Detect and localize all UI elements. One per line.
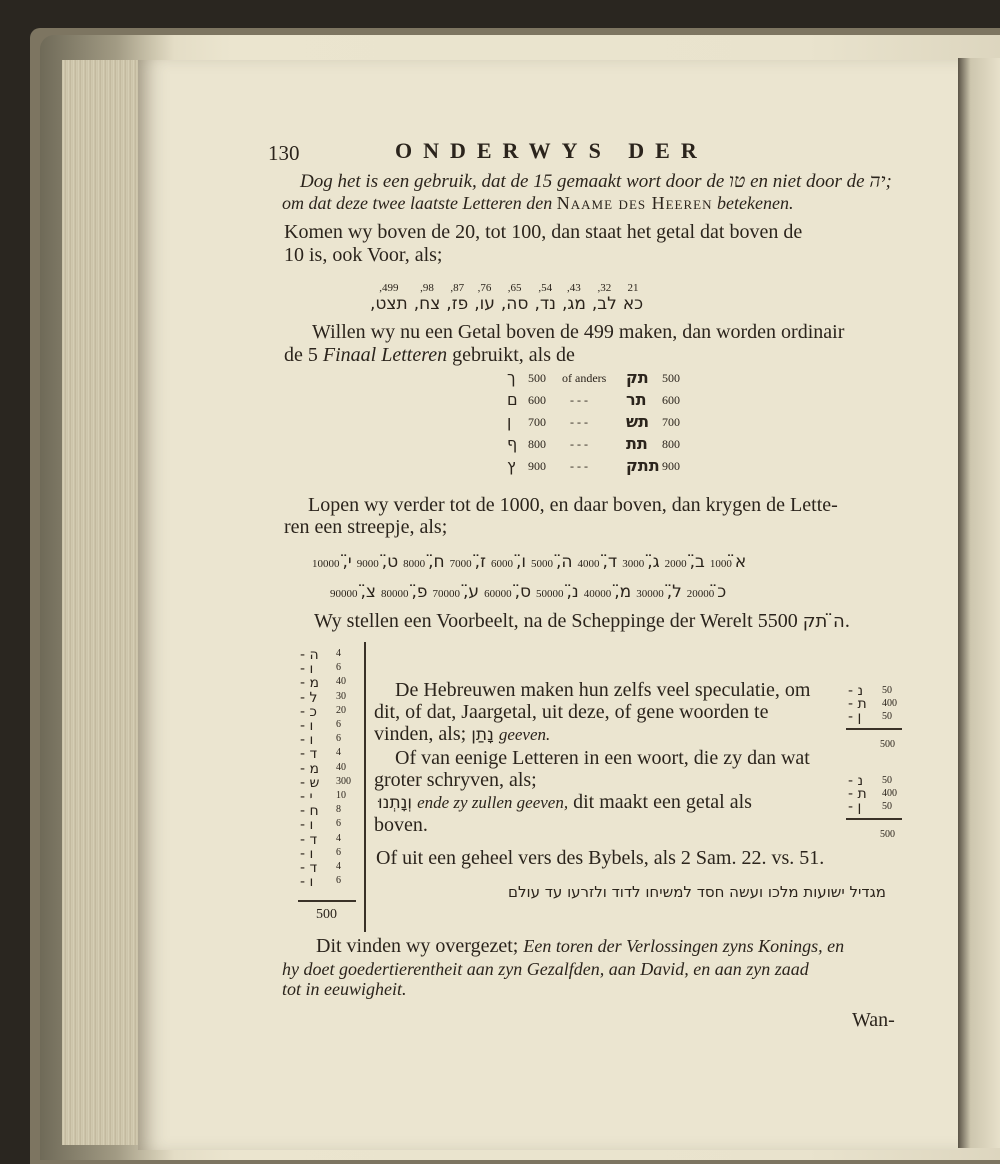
thousand-number: 50000 [536,588,564,600]
tally-value: 50 [882,685,892,696]
tally-value: 400 [882,788,897,799]
final-alt-value: 900 [662,459,680,473]
tens-number: 54, [538,282,553,294]
tally-rule [846,728,902,730]
thousand-item [491,552,526,572]
tally-letter: ת - [848,786,867,802]
middle-line-6 [378,792,752,812]
tally-letter: ן - [848,709,862,725]
thousand-number: 1000 [709,558,732,570]
tally-value: 4 [336,861,341,872]
tally-value: 6 [336,733,341,745]
thousand-hebrew: י̈, [342,552,352,572]
tally-value: 4 [336,832,341,844]
thousand-item [687,582,727,602]
tally-letter: ו - [300,817,314,834]
tally-value: 6 [336,719,341,730]
final-alt-value: 600 [662,393,680,407]
tens-hebrew: מג, [561,294,586,314]
tens-item [592,282,617,314]
tally-value: 400 [882,698,897,709]
thousand-item [665,552,705,572]
intro-line-1: Dog het is een gebruik, dat de 15 gemaakt wort door de טו en niet door de יה; [300,171,892,192]
final-letter: ן [507,412,512,431]
tally-value: 10 [336,790,346,801]
tally-value: 6 [336,662,341,674]
closing-line-1-italic: Een toren der Verlossingen zyns Konings, en [523,936,845,956]
thousand-item [403,552,445,572]
thousand-hebrew: ז̈, [474,552,486,572]
final-alt: תת [626,434,648,453]
final-alt: תש [626,412,650,431]
tally-letter: ד - [300,831,318,848]
middle-line-5: groter schryven, als; [374,769,537,791]
tally-value: 6 [336,875,341,887]
ditto-marks: - - - [570,437,588,451]
thousand-number: 3000 [622,558,645,570]
middle-line-4: Of van eenige Letteren in een woort, die zy dan wat [395,747,810,769]
final-alt-value: 700 [662,415,680,429]
middle-line-6-italic: ende zy zullen geeven, [417,793,569,812]
tens-number: 76, [477,282,492,294]
thousand-hebrew: ט̈, [381,552,399,572]
tally-value: 40 [336,761,346,773]
thousand-number: 90000 [330,588,358,600]
thousand-item [312,552,352,572]
tally-letter: מ - [300,760,320,777]
page-number: 130 [268,141,300,165]
final-value: 800 [528,437,546,451]
thousand-number: 2000 [664,558,687,570]
tally-letter: ה - [300,647,319,663]
tens-number: 43, [567,282,581,294]
left-tally-rule [298,900,356,902]
final-value: 600 [528,393,546,407]
thousand-item [531,552,573,572]
final-value: 700 [528,415,546,429]
ditto-marks: - - - [570,393,588,407]
thousand-item [636,582,682,602]
tens-hebrew: כא [622,294,644,314]
thousands-row-2 [330,582,726,602]
tens-item [474,282,495,314]
intro-divine-name: Naame des Heeren [556,193,713,213]
thousand-hebrew: ע̈, [463,582,480,602]
thousand-number: 5000 [531,558,554,570]
anders-label: of anders [562,371,607,385]
running-title: ONDERWYS DER [395,138,708,163]
thousand-hebrew: צ̈, [360,582,376,602]
thousand-number: 40000 [583,588,612,600]
thousands-row-1 [312,552,746,572]
thousand-hebrew: ד̈, [602,552,618,572]
thousand-item [450,552,486,572]
closing-line-1-a: Dit vinden wy overgezet; [316,935,519,957]
tens-hebrew: עו, [474,294,495,314]
tally-letter: ו - [300,661,314,678]
tally-value: 20 [336,704,346,716]
final-line-2-b: gebruikt, als de [452,344,575,366]
intro-line-2 [282,194,793,212]
tally-divider [364,642,366,932]
tens-hebrew: פז, [446,294,469,314]
final-alt: תר [626,390,647,409]
tally-letter: נ - [848,773,864,789]
middle-line-3-hebrew: נָתַן [471,725,494,745]
thousand-number: 80000 [381,588,409,600]
tally-value: 30 [336,690,346,702]
thousand-hebrew: מ̈, [614,582,632,602]
thousand-hebrew: ג̈, [647,552,660,572]
thousand-item [484,582,531,602]
tally-value: 6 [336,818,341,830]
thousand-hebrew: פ̈, [411,582,428,602]
tens-item [534,282,556,314]
intro-line-2-a: om dat deze twee laatste Letteren den [282,193,553,213]
example-hebrew-year: ה̈ תק [802,611,845,632]
middle-line-6-b: dit maakt een getal als [573,791,752,813]
catchword: Wan- [852,1009,895,1031]
final-value: 500 [528,371,546,385]
thousand-number: 10000 [312,558,340,570]
final-value: 900 [528,459,546,473]
thousand-hebrew: ס̈, [514,582,532,602]
tally-letter: י - [300,789,313,805]
ditto-marks: - - - [570,459,588,473]
left-tally-total: 500 [316,907,337,922]
tens-line-2: 10 is, ook Voor, als; [284,244,443,266]
final-alt: תק [626,368,649,387]
tally-letter: ד - [300,746,318,763]
thousand-number: 60000 [484,588,512,600]
thousand-hebrew: נ̈, [566,582,579,602]
middle-line-3 [374,724,550,744]
final-letter: ם [507,390,518,409]
tally-value: 4 [336,747,341,759]
tally-letter: ת - [848,696,867,712]
middle-line-1: De Hebreuwen maken hun zelfs veel speculatie, om [395,679,811,701]
thousand-number: 30000 [636,588,664,600]
tally-value: 4 [336,648,341,659]
final-letter: ך [507,368,516,387]
thousand-hebrew: ו̈, [515,552,527,572]
tally-letter: מ - [300,675,320,692]
thousand-number: 20000 [686,588,715,600]
tens-hebrew: לב, [591,294,617,314]
tens-hebrew: נד, [534,294,556,314]
tens-item [414,282,441,314]
example-year: 5500. [757,610,850,632]
tens-number: 499, [379,282,399,294]
tally-letter: ו - [300,732,314,749]
final-line-2-italic: Finaal Letteren [322,344,448,366]
final-alt: תתק [626,456,660,475]
thousand-item [622,552,659,572]
thousand-hebrew: ה̈, [556,552,573,572]
middle-line-7: boven. [374,814,428,836]
thousand-number: 4000 [577,558,600,570]
tens-item [501,282,529,314]
thousand-item [330,582,376,602]
tens-item [370,282,408,314]
tens-item [446,282,468,314]
tally-value: 50 [882,775,892,786]
thousand-number: 7000 [449,558,472,570]
tally-rule [846,818,902,820]
thousand-item [536,582,579,602]
tally-letter: נ - [848,683,864,699]
middle-line-3-a: vinden, als; [374,723,467,745]
tally-letter: ל - [300,689,318,706]
thousand-item [357,552,398,572]
middle-line-8: Of uit een geheel vers des Bybels, als 2 Sam. 22. vs. 51. [376,847,825,869]
tens-number: 32, [597,282,612,294]
thousand-number: 9000 [356,558,379,570]
thousands-line-1: Lopen wy verder tot de 1000, en daar boven, dan krygen de Lette- [308,494,838,516]
closing-line-2: hy doet goedertierentheit aan zyn Gezalfden, aan David, en aan zyn zaad [282,959,809,979]
tens-hebrew: תצט, [370,294,408,314]
tally-total: 500 [880,739,895,750]
tally-value: 50 [882,801,892,812]
tens-examples-row [370,282,643,314]
thousand-item [381,582,428,602]
example-line [314,611,850,631]
final-letter: ץ [507,456,516,475]
ditto-marks: - - - [570,415,588,429]
final-line-2 [284,345,575,365]
tally-value: 300 [336,775,351,787]
thousands-line-2: ren een streepje, als; [284,516,448,538]
tally-total: 500 [880,829,895,840]
tally-letter: ש - [300,774,320,791]
final-line-2-a: de 5 [284,344,318,366]
thousand-hebrew: כ̈ [717,582,727,602]
thousand-item [584,582,631,602]
tally-value: 8 [336,804,341,816]
tens-number: 21 [627,282,639,294]
thousand-hebrew: ב̈, [689,552,705,572]
thousand-number: 8000 [403,558,426,570]
tens-number: 98, [420,282,434,294]
thousand-item [578,552,618,572]
tally-letter: ד - [300,860,318,876]
thousand-hebrew: א̈ [734,552,747,572]
facing-page-edge [958,58,1000,1148]
bible-verse-hebrew: מגדיל ישועות מלכו ועשה חסד למשיחו לדוד ולזרעו עד עולם [508,883,886,901]
tally-letter: ח - [300,803,319,820]
tally-letter: ו - [300,845,314,862]
final-letter: ף [507,434,518,453]
tens-hebrew: צח, [413,294,441,314]
tally-value: 6 [336,846,341,858]
tens-number: 87, [450,282,465,294]
tally-value: 50 [882,711,892,722]
middle-line-6-hebrew: וְנָתְנוּ [378,793,413,813]
example-text: Wy stellen een Voorbeelt, na de Scheppinge der Werelt [314,610,753,632]
thousand-hebrew: ל̈, [666,582,682,602]
final-line-1: Willen wy nu een Getal boven de 499 maken, dan worden ordinair [312,321,845,343]
tens-item [623,282,643,314]
tens-line-1: Komen wy boven de 20, tot 100, dan staat het getal dat boven de [284,221,803,243]
thousand-item [710,552,746,572]
tally-letter: ן - [848,799,862,815]
closing-line-1 [316,936,844,956]
tally-letter: ו - [300,718,314,734]
tally-letter: כ - [300,703,317,720]
thousand-number: 6000 [490,558,513,570]
thousand-number: 70000 [432,588,461,600]
tens-hebrew: סה, [500,294,529,314]
thousand-hebrew: ח̈, [428,552,445,572]
final-alt-value: 500 [662,371,680,385]
tens-number: 65, [507,282,522,294]
middle-line-3-italic: geeven. [498,725,551,744]
thousand-item [433,582,480,602]
middle-line-2: dit, of dat, Jaargetal, uit deze, of gene woorden te [374,701,769,723]
tens-item [562,282,586,314]
closing-line-3: tot in eeuwigheit. [282,979,407,999]
tally-letter: ו - [300,874,314,891]
tally-value: 40 [336,676,346,688]
intro-line-2-b: betekenen. [717,193,794,213]
final-alt-value: 800 [662,437,680,451]
